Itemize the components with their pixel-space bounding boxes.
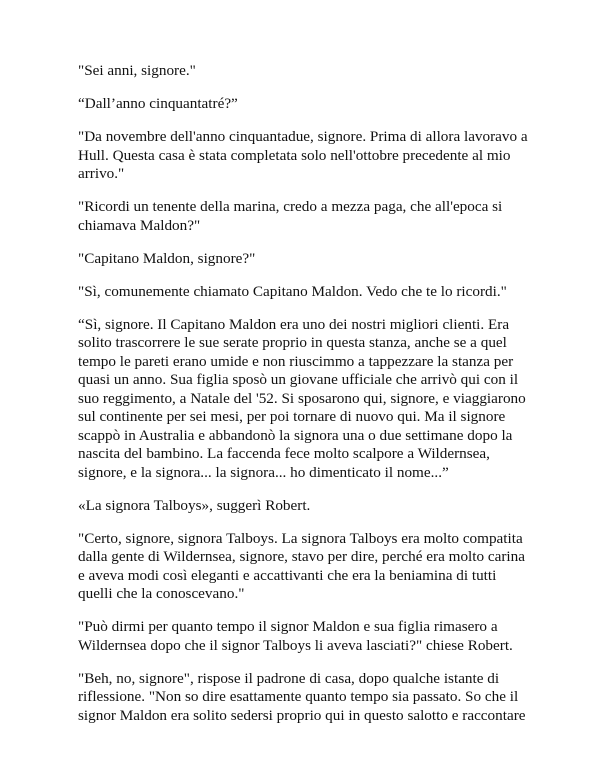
paragraph-4: "Ricordi un tenente della marina, credo a mezza paga, che all'epoca si chiamava Maldon?" <box>78 198 503 234</box>
document-page <box>78 62 533 740</box>
paragraph-11: "Beh, no, signore", rispose il padrone di casa, dopo qualche istante di riflessione. "Non so dire esattamente quanto tempo sia passato. So che il signor Maldon era solito sedersi proprio qui in questo salotto e raccontare <box>78 669 526 724</box>
paragraph-1: "Sei anni, signore." <box>78 62 196 79</box>
paragraph-8: «La signora Talboys», suggerì Robert. <box>78 496 311 514</box>
paragraph-10: "Può dirmi per quanto tempo il signor Maldon e sua figlia rimasero a Wildernsea dopo che il signor Talboys li aveva lasciati?" chiese Robert. <box>78 618 513 654</box>
paragraph-3: "Da novembre dell'anno cinquantadue, signore. Prima di allora lavoravo a Hull. Questa casa è stata completata solo nell'ottobre precedente al mio arrivo." <box>78 128 528 182</box>
paragraph-7: “Sì, signore. Il Capitano Maldon era uno dei nostri migliori clienti. Era solito trascorrere le sue serate proprio in questa stanza, anche se a quel tempo le pareti erano umide e non riuscimmo a tappezzare la stanza per quasi un anno. Sua figlia sposò un giovane ufficiale che arrivò qui con il suo reggimento, a Natale del '52. Si sposarono qui, signore, e viaggiarono sul continente per sei mesi, per poi tornare di nuovo qui. Ma il signore scappò in Australia e abbandonò la signora una o due settimane dopo la nascita del bambino. La faccenda fece molto scalpore a Wildernsea, signore, e la signora... la signora... ho dimenticato il nome...” <box>78 315 526 481</box>
paragraph-2: “Dall’anno cinquantatré?” <box>78 95 238 112</box>
paragraph-6: "Sì, comunemente chiamato Capitano Maldon. Vedo che te lo ricordi." <box>78 282 507 300</box>
paragraph-5: "Capitano Maldon, signore?" <box>78 249 256 267</box>
paragraph-9: "Certo, signore, signora Talboys. La signora Talboys era molto compatita dalla gente di Wildernsea, signore, stavo per dire, perché era molto carina e aveva modi così eleganti e accattivanti che era la beniamina di tutti quelli che la conoscevano." <box>78 529 525 602</box>
